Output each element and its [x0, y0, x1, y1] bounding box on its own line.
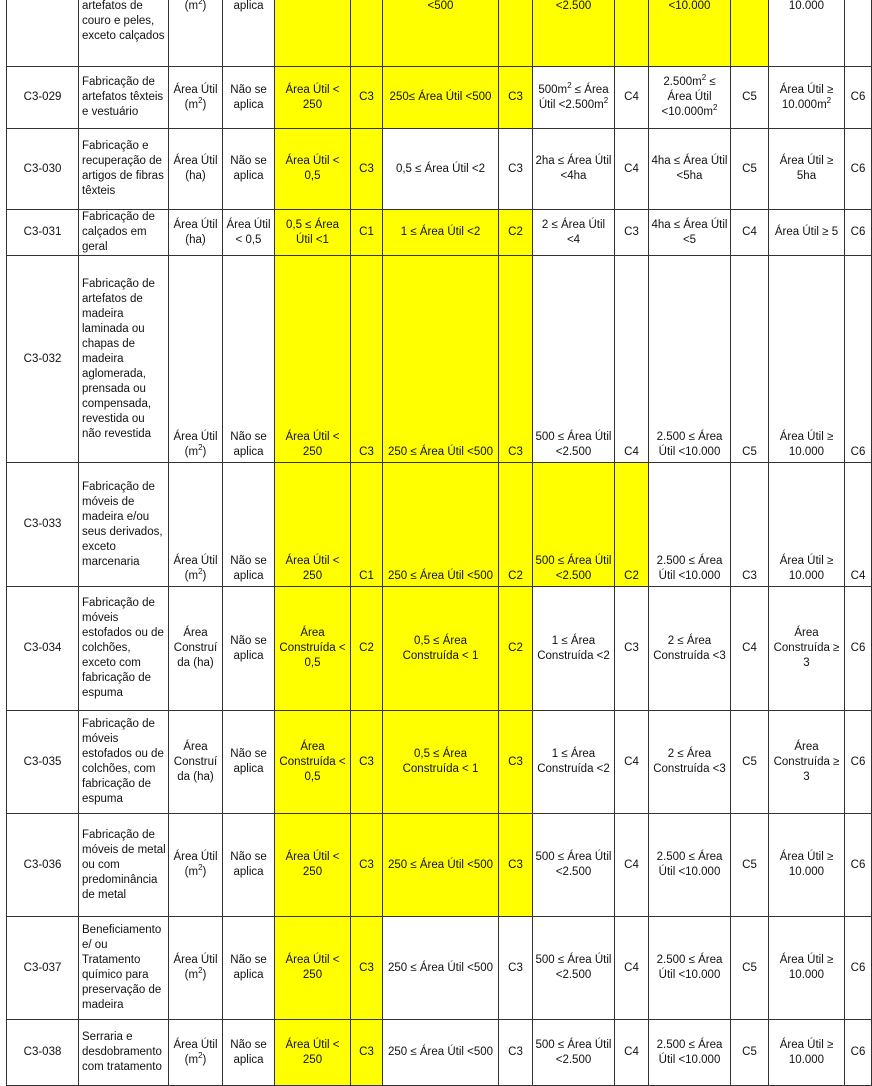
class-3: C4 [615, 129, 649, 210]
range-4: 2 ≤ Área Construída <3 [649, 587, 731, 711]
activity-code [7, 0, 79, 67]
measure-unit: Área Construída (ha) [169, 711, 223, 814]
class-4: C5 [731, 814, 769, 917]
range-5: Área Útil ≥ 10.000 [769, 814, 845, 917]
table-row [7, 917, 872, 1020]
class-2: C3 [499, 256, 533, 463]
class-5: C6 [845, 814, 872, 917]
class-4: C5 [731, 1020, 769, 1086]
class-3: C3 [615, 587, 649, 711]
range-2: 250 ≤ Área Útil <500 [383, 917, 499, 1020]
class-1: C3 [351, 814, 383, 917]
range-1 [275, 0, 351, 67]
measure-unit: Área Útil $(m^2)$ [169, 463, 223, 587]
range-5: Área Útil ≥ 5ha [769, 129, 845, 210]
range-2: 0,5 ≤ Área Útil <2 [383, 129, 499, 210]
not-applicable-cell: aplica [223, 0, 275, 67]
class-5: C6 [845, 1020, 872, 1086]
class-3: C4 [615, 814, 649, 917]
measure-unit: Área Útil (ha) [169, 210, 223, 256]
class-5: C6 [845, 210, 872, 256]
activity-classification-table [6, 0, 872, 1086]
activity-description: Serraria e desdobramento com tratamento [79, 1020, 169, 1086]
class-1: C1 [351, 210, 383, 256]
range-5: Área Útil ≥ 10.000 [769, 463, 845, 587]
class-1: C2 [351, 587, 383, 711]
range-2: 250 ≤ Área Útil <500 [383, 463, 499, 587]
class-1: C3 [351, 917, 383, 1020]
range-2: 0,5 ≤ Área Construída < 1 [383, 587, 499, 711]
class-5: C6 [845, 67, 872, 129]
range-3: 2 ≤ Área Útil <4 [533, 210, 615, 256]
activity-code: C3-038 [7, 1020, 79, 1086]
activity-description: Beneficiamento e/ ou Tratamento químico para preservação de madeira [79, 917, 169, 1020]
class-2 [499, 0, 533, 67]
range-3: <2.500 [533, 0, 615, 67]
activity-code: C3-037 [7, 917, 79, 1020]
activity-description: Fabricação de artefatos de madeira laminada ou chapas de madeira aglomerada, prensada ou compensada, revestida ou não revestida [79, 256, 169, 463]
class-5: C6 [845, 917, 872, 1020]
class-3: C4 [615, 917, 649, 1020]
not-applicable-cell: Não se aplica [223, 129, 275, 210]
range-3: 1 ≤ Área Construída <2 [533, 711, 615, 814]
range-4: 2.500 ≤ Área Útil <10.000 [649, 917, 731, 1020]
range-1: Área Útil < 250 [275, 917, 351, 1020]
measure-unit: Área Útil (ha) [169, 129, 223, 210]
class-3: C4 [615, 1020, 649, 1086]
class-4: C4 [731, 210, 769, 256]
range-2: 1 ≤ Área Útil <2 [383, 210, 499, 256]
range-1: Área Útil < 250 [275, 256, 351, 463]
range-3: 1 ≤ Área Construída <2 [533, 587, 615, 711]
class-3 [615, 0, 649, 67]
class-1: C3 [351, 129, 383, 210]
range-5: Área Útil ≥ 10.000 [769, 917, 845, 1020]
class-4: C5 [731, 67, 769, 129]
range-3: 500 ≤ Área Útil <2.500 [533, 814, 615, 917]
table-row [7, 129, 872, 210]
activity-code: C3-033 [7, 463, 79, 587]
class-5: C6 [845, 711, 872, 814]
activity-description: Fabricação de móveis de madeira e/ou seus derivados, exceto marcenaria [79, 463, 169, 587]
range-1: 0,5 ≤ Área Útil <1 [275, 210, 351, 256]
range-5: Área Construída ≥ 3 [769, 587, 845, 711]
range-3: 500 ≤ Área Útil <2.500 [533, 256, 615, 463]
table-row [7, 814, 872, 917]
class-4: C5 [731, 129, 769, 210]
not-applicable-cell: Não se aplica [223, 463, 275, 587]
activity-code: C3-035 [7, 711, 79, 814]
table-row [7, 210, 872, 256]
range-5: Área Útil ≥ 10.000 [769, 1020, 845, 1086]
class-2: C2 [499, 587, 533, 711]
range-2: 250 ≤ Área Útil <500 [383, 1020, 499, 1086]
activity-code: C3-034 [7, 587, 79, 711]
class-3: C4 [615, 711, 649, 814]
not-applicable-cell: Não se aplica [223, 1020, 275, 1086]
range-5: Área Útil ≥ 10.000 [769, 256, 845, 463]
range-1: Área Útil < 0,5 [275, 129, 351, 210]
class-5: C6 [845, 256, 872, 463]
table-row [7, 1020, 872, 1086]
range-3: 500 ≤ Área Útil <2.500 [533, 917, 615, 1020]
range-5: Área Útil ≥ $10.000m^2$ [769, 67, 845, 129]
range-4: $2.500m^2$ ≤ Área Útil $<10.000m^2$ [649, 67, 731, 129]
class-2: C3 [499, 711, 533, 814]
class-1: C3 [351, 67, 383, 129]
not-applicable-cell: Não se aplica [223, 917, 275, 1020]
range-4: 2.500 ≤ Área Útil <10.000 [649, 814, 731, 917]
range-3: 500 ≤ Área Útil <2.500 [533, 1020, 615, 1086]
activity-description: Fabricação de calçados em geral [79, 210, 169, 256]
not-applicable-cell: Não se aplica [223, 814, 275, 917]
range-3: 2ha ≤ Área Útil <4ha [533, 129, 615, 210]
class-4: C5 [731, 256, 769, 463]
range-2: 0,5 ≤ Área Construída < 1 [383, 711, 499, 814]
not-applicable-cell: Não se aplica [223, 256, 275, 463]
activity-description: Fabricação de artefatos têxteis e vestuário [79, 67, 169, 129]
class-5 [845, 0, 872, 67]
not-applicable-cell: Não se aplica [223, 587, 275, 711]
activity-code: C3-036 [7, 814, 79, 917]
range-5: Área Construída ≥ 3 [769, 711, 845, 814]
class-5: C4 [845, 463, 872, 587]
class-4: C3 [731, 463, 769, 587]
class-5: C6 [845, 129, 872, 210]
measure-unit: Área Útil $(m^2)$ [169, 256, 223, 463]
range-1: Área Construída < 0,5 [275, 711, 351, 814]
range-3: 500 ≤ Área Útil <2.500 [533, 463, 615, 587]
class-3: C2 [615, 463, 649, 587]
range-5: Área Útil ≥ 5 [769, 210, 845, 256]
class-5: C6 [845, 587, 872, 711]
range-3: $500m^2$ ≤ Área Útil $<2.500m^2$ [533, 67, 615, 129]
range-4: 2.500 ≤ Área Útil <10.000 [649, 463, 731, 587]
class-2: C2 [499, 463, 533, 587]
range-1: Área Útil < 250 [275, 463, 351, 587]
class-4: C5 [731, 917, 769, 1020]
range-4: 2 ≤ Área Construída <3 [649, 711, 731, 814]
activity-description: Fabricação de móveis estofados ou de colchões, exceto com fabricação de espuma [79, 587, 169, 711]
class-2: C3 [499, 917, 533, 1020]
class-1: C1 [351, 463, 383, 587]
activity-description: Fabricação e recuperação de artigos de fibras têxteis [79, 129, 169, 210]
measure-unit: Área Útil $(m^2)$ [169, 67, 223, 129]
range-2: 250≤ Área Útil <500 [383, 67, 499, 129]
activity-description: Fabricação de móveis estofados ou de colchões, com fabricação de espuma [79, 711, 169, 814]
range-1: Área Construída < 0,5 [275, 587, 351, 711]
activity-description: artefatos de couro e peles, exceto calçados [79, 0, 169, 67]
class-3: C4 [615, 256, 649, 463]
class-2: C3 [499, 67, 533, 129]
measure-unit: Área Construída (ha) [169, 587, 223, 711]
table-row [7, 256, 872, 463]
range-4: 4ha ≤ Área Útil <5ha [649, 129, 731, 210]
not-applicable-cell: Não se aplica [223, 711, 275, 814]
table-row [7, 463, 872, 587]
activity-code: C3-030 [7, 129, 79, 210]
class-4 [731, 0, 769, 67]
activity-description: Fabricação de móveis de metal ou com predominância de metal [79, 814, 169, 917]
range-4: 4ha ≤ Área Útil <5 [649, 210, 731, 256]
table-row [7, 67, 872, 129]
table-row [7, 711, 872, 814]
not-applicable-cell: Não se aplica [223, 67, 275, 129]
range-1: Área Útil < 250 [275, 814, 351, 917]
range-2: <500 [383, 0, 499, 67]
table-row [7, 587, 872, 711]
class-2: C3 [499, 1020, 533, 1086]
class-4: C5 [731, 711, 769, 814]
range-5: 10.000 [769, 0, 845, 67]
range-2: 250 ≤ Área Útil <500 [383, 256, 499, 463]
measure-unit: $(m^2)$ [169, 0, 223, 67]
range-4: 2.500 ≤ Área Útil <10.000 [649, 1020, 731, 1086]
class-3: C4 [615, 67, 649, 129]
class-1: C3 [351, 256, 383, 463]
class-3: C3 [615, 210, 649, 256]
class-2: C2 [499, 210, 533, 256]
range-1: Área Útil < 250 [275, 67, 351, 129]
class-1: C3 [351, 1020, 383, 1086]
activity-code: C3-029 [7, 67, 79, 129]
range-2: 250 ≤ Área Útil <500 [383, 814, 499, 917]
measure-unit: Área Útil $(m^2)$ [169, 917, 223, 1020]
class-2: C3 [499, 814, 533, 917]
class-2: C3 [499, 129, 533, 210]
activity-code: C3-032 [7, 256, 79, 463]
range-4: 2.500 ≤ Área Útil <10.000 [649, 256, 731, 463]
range-1: Área Útil < 250 [275, 1020, 351, 1086]
measure-unit: Área Útil $(m^2)$ [169, 1020, 223, 1086]
range-4: <10.000 [649, 0, 731, 67]
not-applicable-cell: Área Útil < 0,5 [223, 210, 275, 256]
table-row [7, 0, 872, 67]
activity-code: C3-031 [7, 210, 79, 256]
measure-unit: Área Útil $(m^2)$ [169, 814, 223, 917]
class-1 [351, 0, 383, 67]
class-1: C3 [351, 711, 383, 814]
class-4: C4 [731, 587, 769, 711]
